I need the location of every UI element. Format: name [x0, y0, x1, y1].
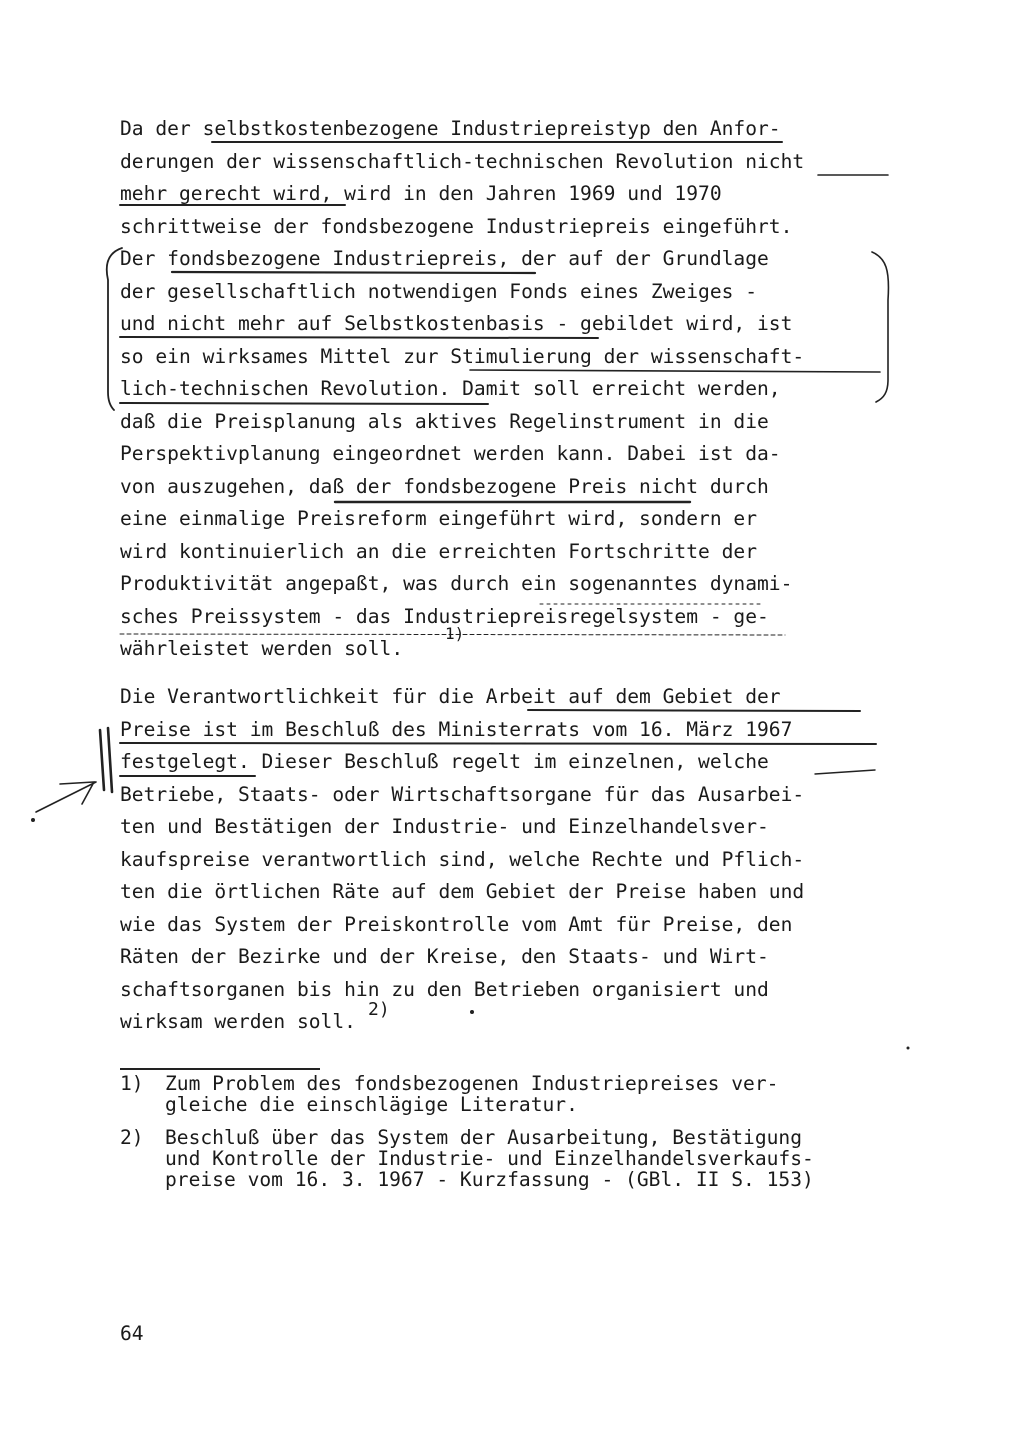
ink-dot — [31, 818, 35, 822]
paragraph-line: daß die Preisplanung als aktives Regelinstrument in die — [120, 409, 769, 433]
paragraph-line: lich-technischen Revolution. Damit soll erreicht werden, — [120, 377, 781, 400]
paragraph-line: währleistet werden soll. — [120, 637, 404, 660]
footnote-2-number: 2) — [120, 1126, 144, 1149]
paragraph-line: Preise ist im Beschluß des Ministerrats vom 16. März 1967 — [120, 717, 793, 741]
paragraph-line: Der fondsbezogene Industriepreis, der auf der Grundlage — [120, 247, 769, 270]
paragraph-line: sches Preissystem - das Industriepreisregelsystem - ge- — [120, 604, 769, 628]
paragraph-line: Betriebe, Staats- oder Wirtschaftsorgane für das Ausarbei- — [120, 782, 805, 806]
paragraph-line: ten und Bestätigen der Industrie- und Einzelhandelsver- — [120, 815, 769, 838]
footnote-1-line: gleiche die einschlägige Literatur. — [165, 1093, 578, 1116]
paragraph-line: und nicht mehr auf Selbstkostenbasis - gebildet wird, ist — [120, 312, 793, 335]
paragraph-line: wirksam werden soll. — [120, 1010, 356, 1033]
ink-dot — [907, 1047, 910, 1050]
paragraph-line: wird kontinuierlich an die erreichten Fortschritte der — [120, 539, 758, 563]
footnote-1-line: Zum Problem des fondsbezogenen Industriepreises ver- — [165, 1072, 779, 1095]
paragraph-line: festgelegt. Dieser Beschluß regelt im einzelnen, welche — [120, 750, 769, 773]
footnote-2-line: preise vom 16. 3. 1967 - Kurzfassung - (GBl. II S. 153) — [165, 1168, 814, 1191]
paragraph-line: schrittweise der fondsbezogene Industriepreis eingeführt. — [120, 214, 793, 238]
paragraph-line: Da der selbstkostenbezogene Industriepreistyp den Anfor- — [120, 117, 781, 140]
paragraph-line: so ein wirksames Mittel zur Stimulierung der wissenschaft- — [120, 344, 805, 368]
paragraph-line: ten die örtlichen Räte auf dem Gebiet der Preise haben und — [120, 880, 805, 903]
footnote-2-line: Beschluß über das System der Ausarbeitung, Bestätigung — [165, 1126, 803, 1149]
bracket-mark — [872, 252, 888, 402]
paragraph-line: Die Verantwortlichkeit für die Arbeit auf dem Gebiet der — [120, 685, 781, 708]
footnote-divider — [120, 1068, 320, 1070]
underline-mark — [815, 770, 875, 774]
paragraph-line: schaftsorganen bis hin zu den Betrieben organisiert und — [120, 977, 769, 1001]
paragraph-line: von auszugehen, daß der fondsbezogene Preis nicht durch — [120, 474, 769, 498]
footnote-1-number: 1) — [120, 1072, 144, 1095]
ink-dot — [470, 1010, 474, 1014]
margin-arrow-mark — [100, 728, 112, 792]
paragraph-line: Räten der Bezirke und der Kreise, den Staats- und Wirt- — [120, 945, 769, 968]
margin-arrow-mark — [36, 782, 96, 812]
paragraph-line: der gesellschaftlich notwendigen Fonds eines Zweiges - — [120, 279, 758, 303]
paragraph-line: kaufspreise verantwortlich sind, welche Rechte und Pflich- — [120, 847, 805, 871]
paragraph-line: Produktivität angepaßt, was durch ein sogenanntes dynami- — [120, 572, 793, 595]
paragraph-line: eine einmalige Preisreform eingeführt wird, sondern er — [120, 507, 758, 530]
page-number: 64 — [120, 1322, 144, 1345]
footnote-2-line: und Kontrolle der Industrie- und Einzelhandelsverkaufs- — [165, 1147, 814, 1170]
paragraph-line: wie das System der Preiskontrolle vom Amt für Preise, den — [120, 912, 793, 936]
footnote-ref-1[interactable]: 1) — [445, 624, 465, 643]
paragraph-line: derungen der wissenschaftlich-technischen Revolution nicht — [120, 149, 805, 173]
footnote-ref-2[interactable]: 2) — [368, 999, 390, 1020]
paragraph-line: mehr gerecht wird, wird in den Jahren 1969 und 1970 — [120, 182, 722, 205]
paragraph-line: Perspektivplanung eingeordnet werden kann. Dabei ist da- — [120, 442, 781, 465]
